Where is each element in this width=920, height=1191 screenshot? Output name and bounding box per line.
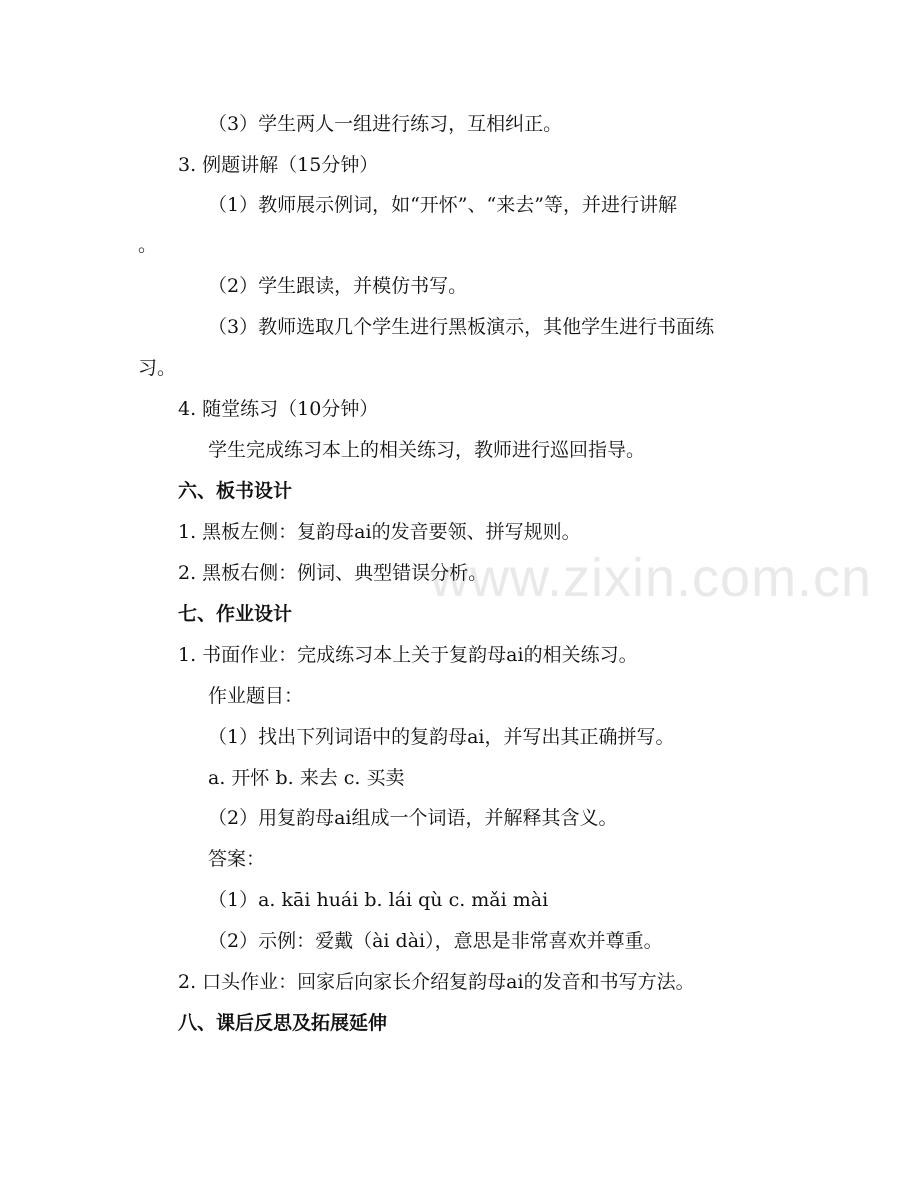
list-item: 1. 书面作业：完成练习本上关于复韵母ai的相关练习。 [178, 644, 638, 666]
list-item: 3. 例题讲解（15分钟） [178, 154, 379, 176]
text-line: （3）学生两人一组进行练习，互相纠正。 [208, 113, 563, 135]
text-line: （2）示例：爱戴（ài dài），意思是非常喜欢并尊重。 [208, 930, 663, 952]
text-line: 作业题目： [208, 685, 304, 707]
text-line: （2）学生跟读，并模仿书写。 [208, 275, 468, 297]
section-heading: 七、作业设计 [178, 603, 293, 625]
list-item: 2. 黑板右侧：例词、典型错误分析。 [178, 562, 488, 584]
text-line: a. 开怀 b. 来去 c. 买卖 [208, 767, 405, 789]
text-line: （3）教师选取几个学生进行黑板演示，其他学生进行书面练 [208, 316, 715, 338]
list-item: 1. 黑板左侧：复韵母ai的发音要领、拼写规则。 [178, 521, 581, 543]
text-line: （1）找出下列词语中的复韵母ai，并写出其正确拼写。 [208, 726, 675, 748]
text-line: （1）a. kāi huái b. lái qù c. mǎi mài [208, 889, 549, 911]
text-line: 习。 [138, 357, 177, 379]
text-line: 。 [138, 234, 158, 256]
list-item: 4. 随堂练习（10分钟） [178, 398, 379, 420]
text-line: （2）用复韵母ai组成一个词语，并解释其含义。 [208, 807, 618, 829]
text-line: 答案： [208, 848, 266, 870]
watermark: www.zixin.com.cn [430, 548, 873, 608]
text-line: （1）教师展示例词，如“开怀”、“来去”等，并进行讲解 [208, 194, 677, 216]
section-heading: 六、板书设计 [178, 480, 293, 502]
section-heading: 八、课后反思及拓展延伸 [178, 1012, 388, 1034]
text-line: 学生完成练习本上的相关练习，教师进行巡回指导。 [208, 439, 646, 461]
list-item: 2. 口头作业：回家后向家长介绍复韵母ai的发音和书写方法。 [178, 971, 695, 993]
